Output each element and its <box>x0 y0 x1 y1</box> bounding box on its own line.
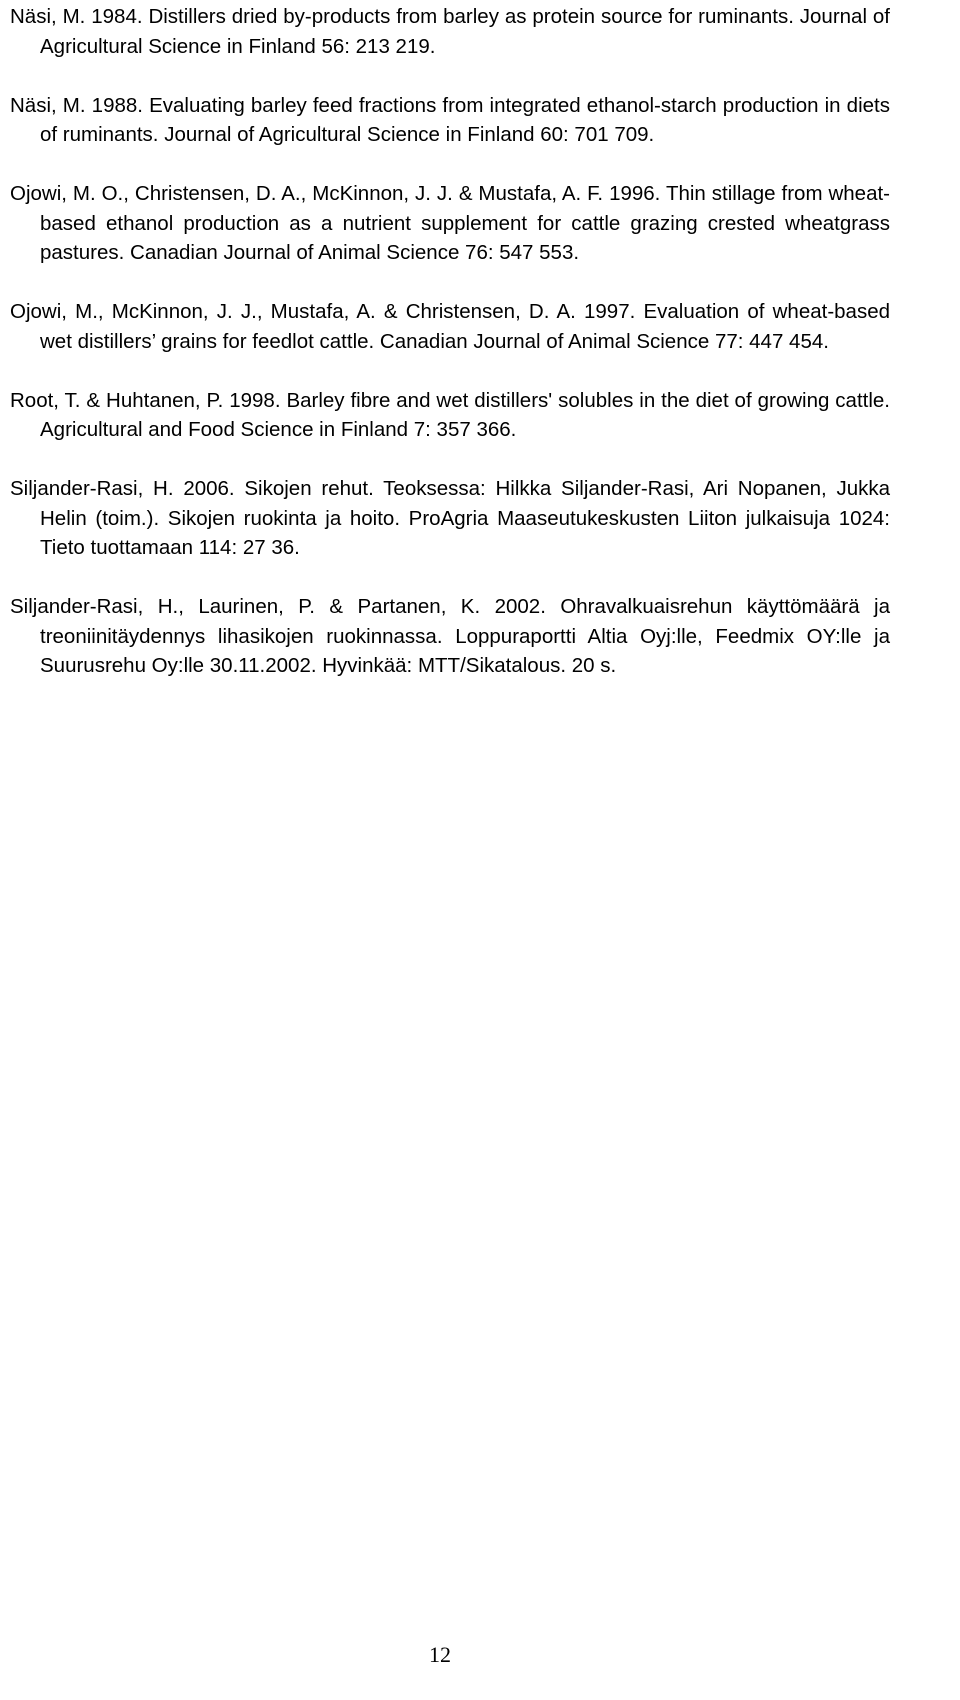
reference-list <box>10 2 890 710</box>
reference-entry-ojowi-1996: Ojowi, M. O., Christensen, D. A., McKinnon, J. J. & Mustafa, A. F. 1996. Thin stillage from wheat-based ethanol production as a nutrient supplement for cattle grazing crested wheatgrass pastures. Canadian Journal of Animal Science 76: 547 553. <box>10 182 890 264</box>
reference-entry-root-1998: Root, T. & Huhtanen, P. 1998. Barley fibre and wet distillers' solubles in the diet of growing cattle. Agricultural and Food Science in Finland 7: 357 366. <box>10 388 890 441</box>
reference-entry-nasi-1984: Näsi, M. 1984. Distillers dried by-products from barley as protein source for ruminants. Journal of Agricultural Science in Finland 56: 213 219. <box>10 5 890 58</box>
reference-entry-ojowi-1997: Ojowi, M., McKinnon, J. J., Mustafa, A. & Christensen, D. A. 1997. Evaluation of wheat-based wet distillers’ grains for feedlot cattle. Canadian Journal of Animal Science 77: 447 454. <box>10 300 890 353</box>
reference-entry-siljander-rasi-2002: Siljander-Rasi, H., Laurinen, P. & Partanen, K. 2002. Ohravalkuaisrehun käyttömäärä ja treoniinitäydennys lihasikojen ruokinnassa. Loppuraportti Altia Oyj:lle, Feedmix OY:lle ja Suurusrehu Oy:lle 30.11.2002. Hyvinkää: MTT/Sikatalous. 20 s. <box>10 595 890 677</box>
reference-entry-nasi-1988: Näsi, M. 1988. Evaluating barley feed fractions from integrated ethanol-starch production in diets of ruminants. Journal of Agricultural Science in Finland 60: 701 709. <box>10 93 890 146</box>
reference-entry-siljander-rasi-2006: Siljander-Rasi, H. 2006. Sikojen rehut. Teoksessa: Hilkka Siljander-Rasi, Ari Nopanen, Jukka Helin (toim.). Sikojen ruokinta ja hoito. ProAgria Maaseutukeskusten Liiton julkaisuja 1024: Tieto tuottamaan 114: 27 36. <box>10 477 890 559</box>
page-number: 12 <box>429 1642 451 1667</box>
